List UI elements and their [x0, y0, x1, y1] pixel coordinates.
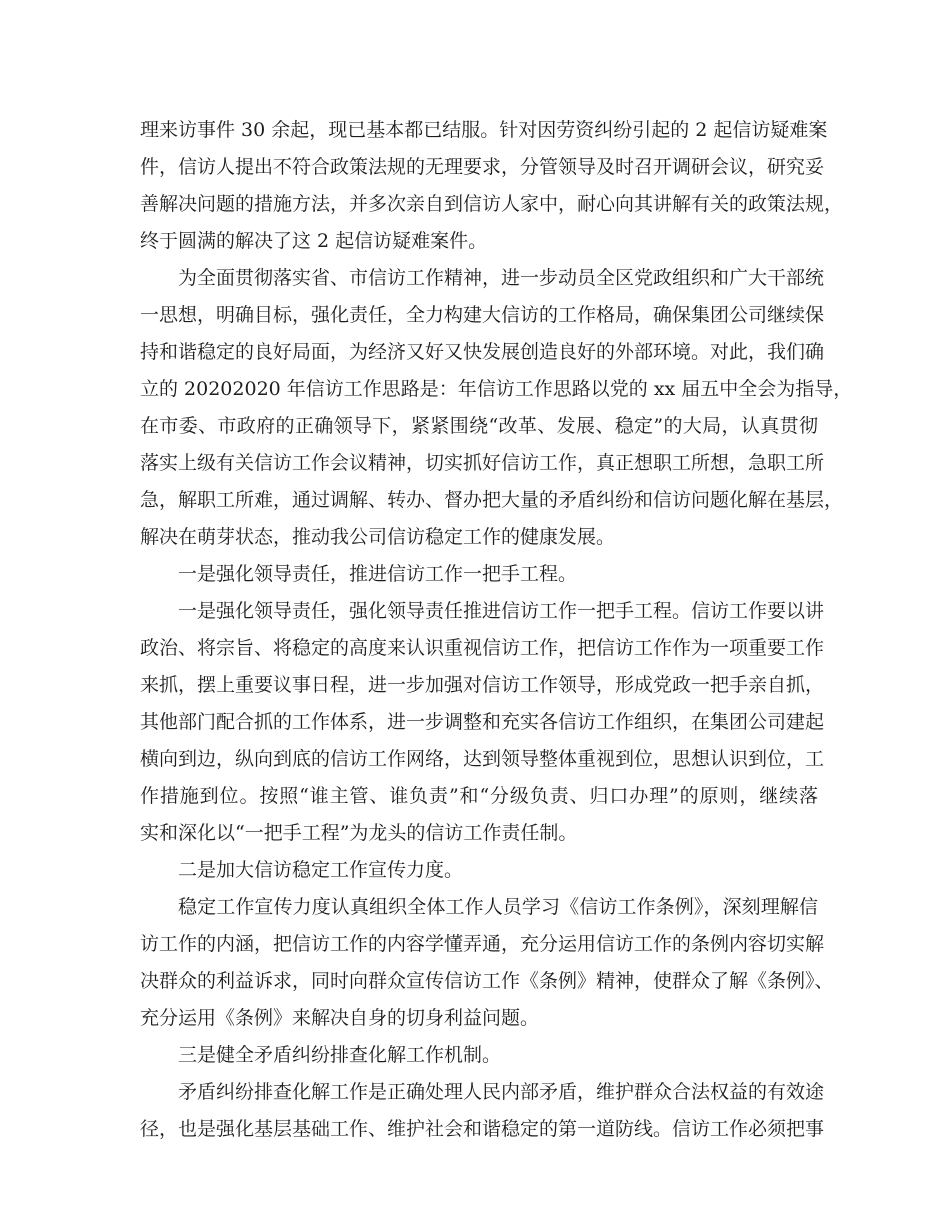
text-line: 其他部门配合抓的工作体系，进一步调整和充实各信访工作组织，在集团公司建起 [140, 711, 825, 733]
text-line: 来抓，摆上重要议事日程，进一步加强对信访工作领导，形成党政一把手亲自抓， [140, 674, 825, 696]
text-line: 作措施到位。按照“谁主管、谁负责”和“分级负责、归口办理”的原则，继续落 [140, 785, 818, 807]
text-line: 急，解职工所难，通过调解、转办、督办把大量的矛盾纠纷和信访问题化解在基层， [140, 489, 844, 511]
text-line: 一思想，明确目标，强化责任，全力构建大信访的工作格局，确保集团公司继续保 [140, 304, 825, 326]
text-line: 一是强化领导责任，强化领导责任推进信访工作一把手工程。信访工作要以讲 [178, 600, 825, 622]
text-line: 立的 20202020 年信访工作思路是：年信访工作思路以党的 xx 届五中全会为指导， [140, 378, 853, 400]
text-line: 径，也是强化基层基础工作、维护社会和谐稳定的第一道防线。信访工作必须把事 [140, 1118, 825, 1140]
text-line: 访工作的内涵，把信访工作的内容学懂弄通，充分运用信访工作的条例内容切实解 [140, 933, 825, 955]
text-line: 决群众的利益诉求，同时向群众宣传信访工作《条例》精神，使群众了解《条例》、 [140, 970, 834, 992]
text-line: 横向到边，纵向到底的信访工作网络，达到领导整体重视到位，思想认识到位，工 [140, 748, 825, 770]
text-line: 实和深化以“一把手工程”为龙头的信访工作责任制。 [140, 822, 578, 844]
text-line: 矛盾纠纷排查化解工作是正确处理人民内部矛盾，维护群众合法权益的有效途 [178, 1081, 825, 1103]
text-line: 在市委、市政府的正确领导下，紧紧围绕“改革、发展、稳定”的大局，认真贯彻 [140, 415, 818, 437]
text-line: 充分运用《条例》来解决自身的切身利益问题。 [140, 1007, 540, 1029]
text-line: 落实上级有关信访工作会议精神，切实抓好信访工作，真正想职工所想，急职工所 [140, 452, 825, 474]
text-line: 二是加大信访稳定工作宣传力度。 [178, 859, 464, 881]
text-line: 一是强化领导责任，推进信访工作一把手工程。 [178, 563, 578, 585]
text-line: 终于圆满的解决了这 2 起信访疑难案件。 [140, 230, 488, 252]
text-line: 解决在萌芽状态，推动我公司信访稳定工作的健康发展。 [140, 526, 616, 548]
text-line: 持和谐稳定的良好局面，为经济又好又快发展创造良好的外部环境。对此，我们确 [140, 341, 825, 363]
text-line: 稳定工作宣传力度认真组织全体工作人员学习《信访工作条例》，深刻理解信 [178, 896, 818, 918]
text-line: 政治、将宗旨、将稳定的高度来认识重视信访工作，把信访工作作为一项重要工作 [140, 637, 825, 659]
text-line: 三是健全矛盾纠纷排查化解工作机制。 [178, 1044, 502, 1066]
text-line: 为全面贯彻落实省、市信访工作精神，进一步动员全区党政组织和广大干部统 [178, 267, 825, 289]
body-text [140, 112, 853, 1148]
text-line: 理来访事件 30 余起，现已基本都已结服。针对因劳资纠纷引起的 2 起信访疑难案 [140, 119, 828, 141]
text-line: 件，信访人提出不符合政策法规的无理要求，分管领导及时召开调研会议，研究妥 [140, 156, 825, 178]
text-line: 善解决问题的措施方法，并多次亲自到信访人家中，耐心向其讲解有关的政策法规， [140, 193, 844, 215]
